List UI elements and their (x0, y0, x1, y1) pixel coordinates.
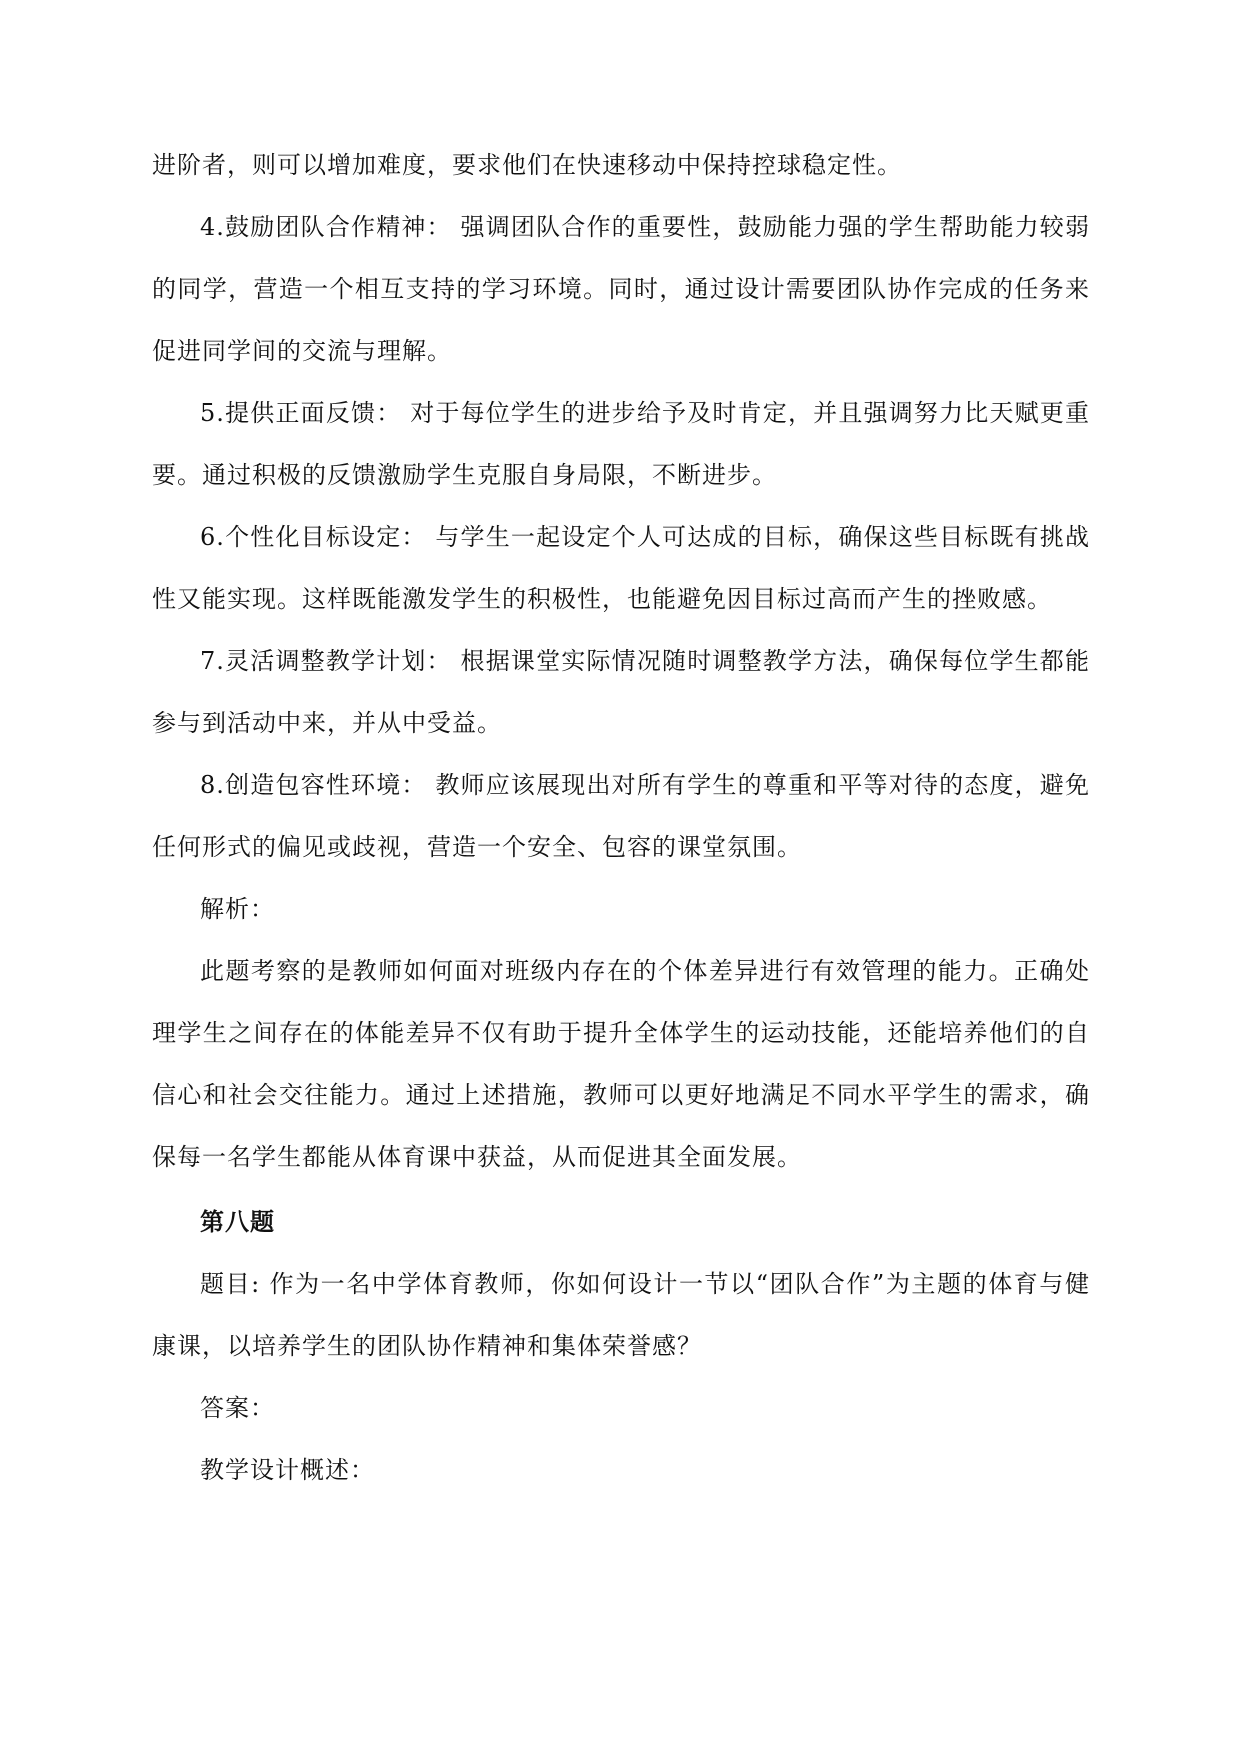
question-paragraph: 题目: 作为一名中学体育教师，你如何设计一节以“团队合作”为主题的体育与健康课，以培养学生的团队协作精神和集体荣誉感？ (152, 1270, 1090, 1360)
paragraph-item-6: 6.个性化目标设定： 与学生一起设定个人可达成的目标，确保这些目标既有挑战性又能实现。这样既能激发学生的积极性，也能避免因目标过高而产生的挫败感。 (152, 523, 1090, 613)
analysis-paragraph: 此题考察的是教师如何面对班级内存在的个体差异进行有效管理的能力。正确处理学生之间存在的体能差异不仅有助于提升全体学生的运动技能，还能培养他们的自信心和社会交往能力。通过上述措施，教师可以更好地满足不同水平学生的需求，确保每一名学生都能从体育课中获益，从而促进其全面发展。 (152, 957, 1090, 1171)
analysis-label: 解析： (200, 895, 275, 923)
section-heading: 第八题 (200, 1207, 275, 1236)
answer-label: 答案： (200, 1394, 275, 1422)
paragraph-continuation: 进阶者，则可以增加难度，要求他们在快速移动中保持控球稳定性。 (152, 151, 902, 179)
document-body (152, 134, 1090, 1501)
paragraph-item-5: 5.提供正面反馈： 对于每位学生的进步给予及时肯定，并且强调努力比天赋更重要。通过积极的反馈激励学生克服自身局限，不断进步。 (152, 399, 1090, 489)
paragraph-item-7: 7.灵活调整教学计划： 根据课堂实际情况随时调整教学方法，确保每位学生都能参与到活动中来，并从中受益。 (152, 647, 1090, 737)
paragraph-item-4: 4.鼓励团队合作精神： 强调团队合作的重要性，鼓励能力强的学生帮助能力较弱的同学，营造一个相互支持的学习环境。同时，通过设计需要团队协作完成的任务来促进同学间的交流与理解。 (152, 213, 1090, 365)
paragraph-item-8: 8.创造包容性环境： 教师应该展现出对所有学生的尊重和平等对待的态度，避免任何形式的偏见或歧视，营造一个安全、包容的课堂氛围。 (152, 771, 1090, 861)
design-overview-label: 教学设计概述： (200, 1456, 375, 1484)
